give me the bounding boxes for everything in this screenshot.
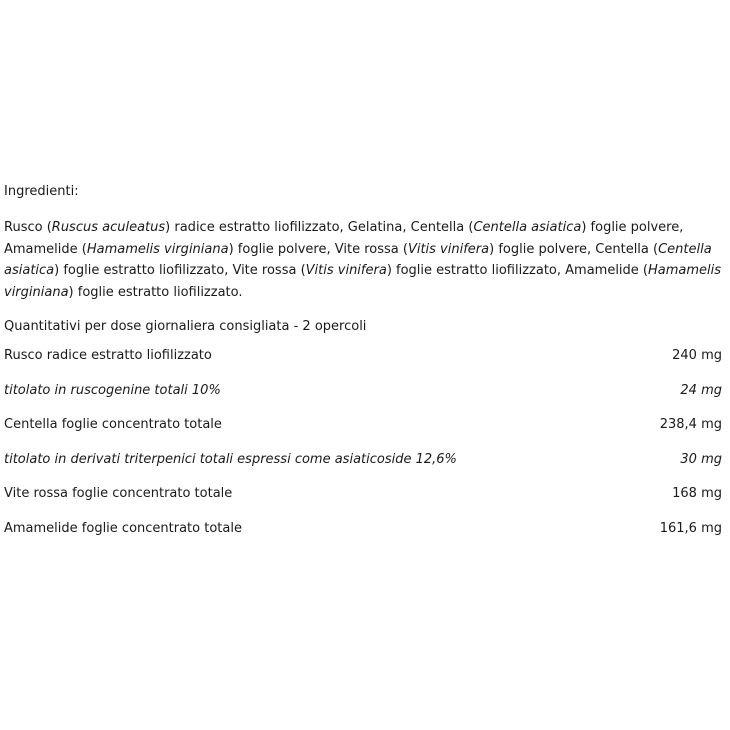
ingredient-text-segment: ) foglie estratto liofilizzato, Amamelide ( [386, 263, 648, 278]
quantity-label: Centella foglie concentrato totale [4, 417, 222, 432]
quantity-value: 240 mg [672, 348, 722, 363]
ingredient-text-segment: ) foglie polvere, Amamelide ( [4, 220, 684, 257]
quantity-row [4, 346, 722, 381]
ingredient-text-segment: ) radice estratto liofilizzato, Gelatina, Centella ( [165, 220, 474, 235]
quantity-value: 168 mg [672, 486, 722, 501]
quantity-label: titolato in derivati triterpenici totali espressi come asiaticoside 12,6% [4, 451, 457, 467]
quantity-row [4, 415, 722, 450]
quantity-label: Vite rossa foglie concentrato totale [4, 486, 233, 501]
quantity-label: Amamelide foglie concentrato totale [4, 520, 242, 536]
ingredient-latin-name: Ruscus aculeatus [51, 220, 166, 235]
quantity-row [4, 519, 722, 554]
ingredient-text-segment: Rusco ( [4, 220, 52, 235]
quantity-value: 24 mg [680, 382, 722, 398]
quantity-value: 161,6 mg [659, 520, 722, 536]
ingredients-document [4, 182, 722, 553]
quantity-label: Rusco radice estratto liofilizzato [4, 348, 212, 363]
ingredients-text [4, 217, 722, 303]
ingredient-latin-name: Centella asiatica [4, 241, 712, 278]
ingredients-heading: Ingredienti: [4, 184, 79, 199]
quantity-row [4, 381, 722, 416]
quantity-label: titolato in ruscogenine totali 10% [4, 382, 221, 398]
quantity-value: 238,4 mg [659, 417, 722, 432]
quantity-row [4, 484, 722, 519]
quantity-row [4, 450, 722, 485]
ingredient-latin-name: Centella asiatica [473, 220, 582, 235]
ingredient-text-segment: ) foglie polvere, Vite rossa ( [228, 241, 408, 257]
ingredient-latin-name: Hamamelis virginiana [4, 263, 722, 300]
quantities-table [4, 346, 722, 553]
ingredient-latin-name: Vitis vinifera [305, 263, 387, 278]
ingredient-latin-name: Vitis vinifera [407, 241, 490, 257]
quantity-value: 30 mg [680, 451, 722, 467]
ingredient-latin-name: Hamamelis virginiana [86, 241, 229, 257]
quantities-title: Quantitativi per dose giornaliera consigliata - 2 opercoli [4, 319, 367, 334]
ingredient-text-segment: ) foglie polvere, Centella ( [489, 241, 659, 257]
ingredient-text-segment: ) foglie estratto liofilizzato. [68, 284, 243, 300]
ingredient-text-segment: ) foglie estratto liofilizzato, Vite rossa ( [54, 263, 306, 278]
